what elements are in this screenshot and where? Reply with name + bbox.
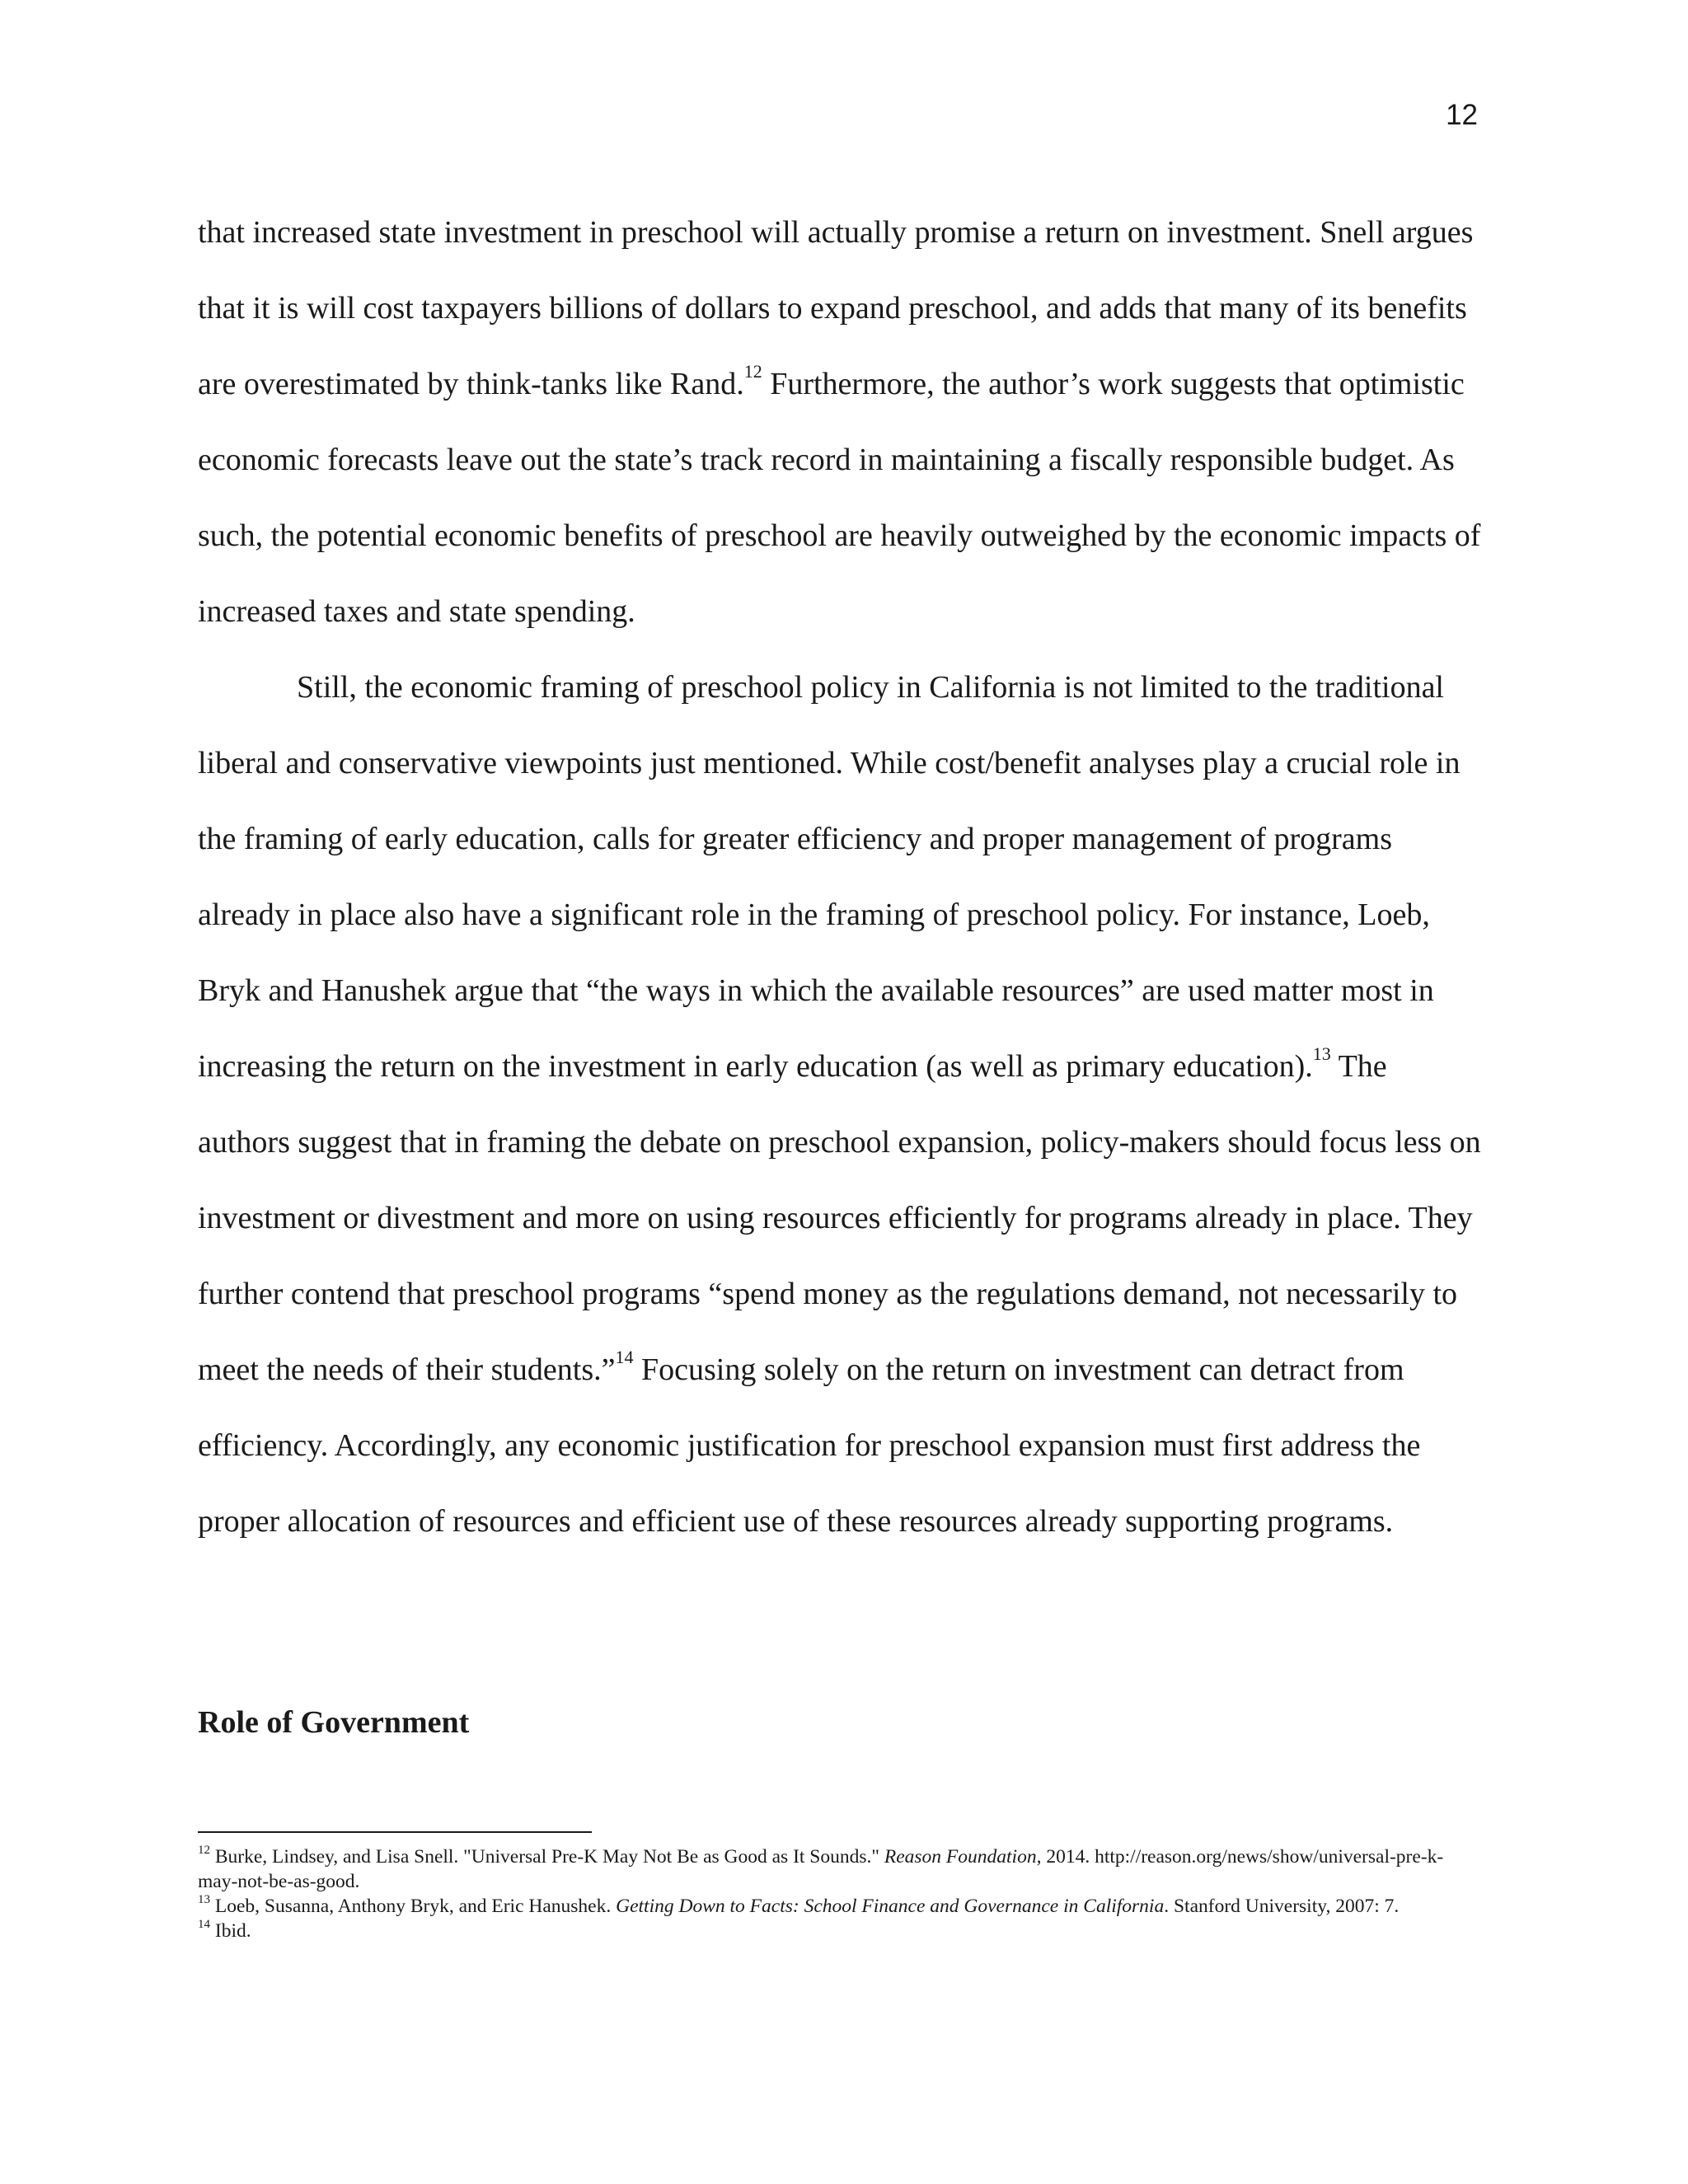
footnote-text: , 2014. http://reason.org/news/show/universal-pre-k-may-not-be-as-good. (198, 1846, 1444, 1892)
paragraph (198, 649, 1484, 1559)
footnote-text: Ibid. (210, 1920, 251, 1942)
footnote-number: 14 (198, 1917, 210, 1931)
footnote-number: 12 (198, 1843, 210, 1857)
footnote-text: Burke, Lindsey, and Lisa Snell. "Universal Pre-K May Not Be as Good as It Sounds." (210, 1846, 884, 1868)
footnote (198, 1894, 1467, 1919)
footnote-text: . Stanford University, 2007: 7. (1164, 1896, 1400, 1917)
footnote-number: 13 (198, 1892, 210, 1906)
footnote-source-title: Reason Foundation (884, 1846, 1037, 1868)
paragraph-text: The authors suggest that in framing the debate on preschool expansion, policy-makers should focus less on investment or divestment and more on using resources efficiently for programs already in place. They further contend that preschool programs “spend money as the regulations demand, not necessarily to meet the needs of their students.” (198, 1049, 1481, 1387)
footnote (198, 1844, 1467, 1894)
page-number: 12 (1446, 99, 1478, 131)
section-heading: Role of Government (198, 1705, 470, 1740)
footnote-divider (198, 1831, 592, 1833)
footnote-source-title: Getting Down to Facts: School Finance and Governance in California (616, 1896, 1165, 1917)
footnote-reference[interactable]: 13 (1312, 1043, 1331, 1065)
footnote-reference[interactable]: 12 (743, 361, 762, 382)
paragraph (198, 194, 1484, 649)
footnote-reference[interactable]: 14 (615, 1347, 634, 1368)
paragraph-text: Still, the economic framing of preschool policy in California is not limited to the traditional liberal and conservative viewpoints just mentioned. While cost/benefit analyses play a crucial role in the framing of early education, calls for greater efficiency and proper management of programs already in place also have a significant role in the framing of preschool policy. For instance, Loeb, Bryk and Hanushek argue that “the ways in which the available resources” are used matter most in increasing the return on the investment in early education (as well as primary education). (198, 670, 1461, 1084)
footnote-text: Loeb, Susanna, Anthony Bryk, and Eric Hanushek. (210, 1896, 617, 1917)
body-text (198, 194, 1484, 1559)
paragraph-text: that increased state investment in preschool will actually promise a return on investment. Snell argues that it is will cost taxpayers billions of dollars to expand preschool, and adds that many of its benefits are overestimated by think-tanks like Rand. (198, 215, 1474, 401)
footnotes (198, 1844, 1467, 1943)
footnote (198, 1919, 1467, 1943)
paragraph-text: Focusing solely on the return on investment can detract from efficiency. Accordingly, any economic justification for preschool expansion must first address the proper allocation of resources and efficient use of these resources already supporting programs. (198, 1352, 1421, 1539)
paragraph-text: Furthermore, the author’s work suggests that optimistic economic forecasts leave out the state’s track record in maintaining a fiscally responsible budget. As such, the potential economic benefits of preschool are heavily outweighed by the economic impacts of increased taxes and state spending. (198, 367, 1481, 629)
